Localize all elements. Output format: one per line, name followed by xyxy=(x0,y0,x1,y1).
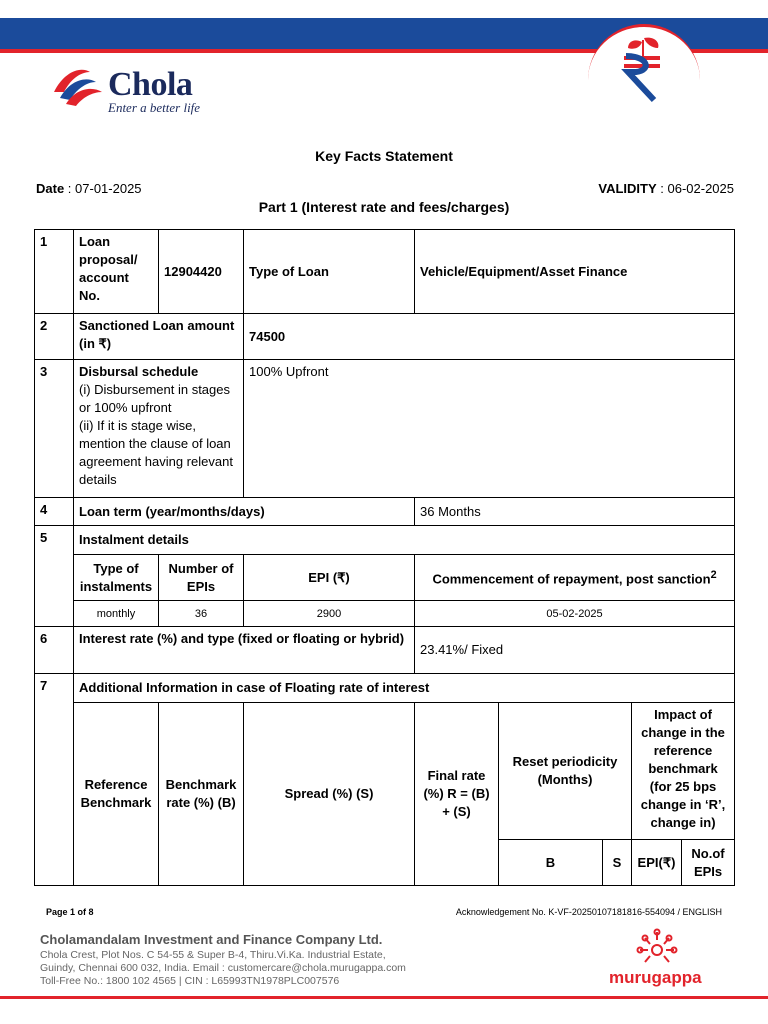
brand-name: Chola xyxy=(108,66,193,103)
commencement-header: Commencement of repayment, post sanction xyxy=(432,571,711,587)
table-row xyxy=(35,360,735,498)
row-number: 1 xyxy=(35,230,74,314)
commencement-header-cell xyxy=(415,555,735,601)
chola-logo-icon xyxy=(50,62,106,114)
acknowledgement-number: Acknowledgement No. K-VF-20250107181816-554094 / ENGLISH xyxy=(455,907,722,917)
company-address xyxy=(40,949,406,988)
loan-term-label: Loan term (year/months/days) xyxy=(74,498,415,526)
document-title: Key Facts Statement xyxy=(315,148,453,164)
loan-type-label: Type of Loan xyxy=(244,230,415,314)
instalment-type-value: monthly xyxy=(74,601,159,627)
page-number: Page 1 of 8 xyxy=(46,907,94,917)
interest-rate-value: 23.41%/ Fixed xyxy=(415,627,735,674)
date-label: Date xyxy=(36,181,65,196)
sanctioned-amount-value: 74500 xyxy=(244,314,735,360)
interest-rate-label: Interest rate (%) and type (fixed or floating or hybrid) xyxy=(74,627,415,674)
validity-line: VALIDITY : 06-02-2025 xyxy=(598,181,734,196)
loan-account-value: 12904420 xyxy=(159,230,244,314)
epi-value: 2900 xyxy=(244,601,415,627)
murugappa-logo-icon xyxy=(636,928,678,968)
disbursal-schedule-label: Disbursal schedule xyxy=(79,364,199,379)
impact-header: Impact of change in the reference benchmark (for 25 bps change in ‘R’, change in) xyxy=(632,703,735,840)
rupee-sprout-icon xyxy=(614,34,670,106)
row-number: 6 xyxy=(35,627,74,674)
validity-value: 06-02-2025 xyxy=(667,181,734,196)
reference-benchmark-header: Reference Benchmark xyxy=(74,703,159,886)
number-of-epis-value: 36 xyxy=(159,601,244,627)
row-number: 5 xyxy=(35,526,74,627)
final-rate-header: Final rate (%) R = (B) + (S) xyxy=(415,703,499,886)
benchmark-rate-header: Benchmark rate (%) (B) xyxy=(159,703,244,886)
commencement-value: 05-02-2025 xyxy=(415,601,735,627)
loan-account-label: Loan proposal/ account No. xyxy=(74,230,159,314)
table-row xyxy=(35,555,735,601)
footer-red-stripe xyxy=(0,996,768,999)
number-of-epis-header: Number of EPIs xyxy=(159,555,244,601)
disbursal-schedule-value: 100% Upfront xyxy=(244,360,735,498)
murugappa-wordmark: murugappa xyxy=(609,968,702,987)
company-name: Cholamandalam Investment and Finance Company Ltd. xyxy=(40,932,383,947)
spread-header: Spread (%) (S) xyxy=(244,703,415,886)
type-of-instalments-header: Type of instalments xyxy=(74,555,159,601)
date-value: 07-01-2025 xyxy=(75,181,142,196)
disbursal-schedule-cell xyxy=(74,360,244,498)
part-title: Part 1 (Interest rate and fees/charges) xyxy=(258,199,510,215)
footnote-ref: 2 xyxy=(710,569,717,582)
date-line: Date : 07-01-2025 xyxy=(36,181,142,196)
row-number: 2 xyxy=(35,314,74,360)
row-number: 3 xyxy=(35,360,74,498)
impact-epi-header: EPI(₹) xyxy=(632,840,682,886)
reset-periodicity-header: Reset periodicity (Months) xyxy=(499,703,632,840)
reset-s-header: S xyxy=(603,840,632,886)
sanctioned-amount-label: Sanctioned Loan amount (in ₹) xyxy=(74,314,244,360)
address-line-2: Guindy, Chennai 600 032, India. Email : customercare@chola.murugappa.com xyxy=(40,962,406,974)
table-row xyxy=(35,526,735,555)
address-line-1: Chola Crest, Plot Nos. C 54-55 & Super B-4, Thiru.Vi.Ka. Industrial Estate, xyxy=(40,949,386,961)
table-row xyxy=(35,498,735,526)
loan-type-value: Vehicle/Equipment/Asset Finance xyxy=(415,230,735,314)
table-row xyxy=(35,230,735,314)
table-row xyxy=(35,703,735,840)
reset-b-header: B xyxy=(499,840,603,886)
kfs-table xyxy=(34,229,735,886)
address-line-3: Toll-Free No.: 1800 102 4565 | CIN : L65993TN1978PLC007576 xyxy=(40,975,340,987)
table-row xyxy=(35,314,735,360)
loan-term-value: 36 Months xyxy=(415,498,735,526)
table-row xyxy=(35,601,735,627)
validity-label: VALIDITY xyxy=(598,181,657,196)
brand-tagline: Enter a better life xyxy=(108,100,201,115)
row-number: 7 xyxy=(35,674,74,886)
disbursal-detail-2: (ii) If it is stage wise, mention the clause of loan agreement having relevant details xyxy=(79,418,233,487)
floating-rate-label: Additional Information in case of Floating rate of interest xyxy=(74,674,735,703)
table-row xyxy=(35,627,735,674)
disbursal-detail-1: (i) Disbursement in stages or 100% upfront xyxy=(79,382,230,415)
impact-no-epis-header: No.of EPIs xyxy=(682,840,735,886)
table-row xyxy=(35,674,735,703)
row-number: 4 xyxy=(35,498,74,526)
epi-header: EPI (₹) xyxy=(244,555,415,601)
instalment-details-label: Instalment details xyxy=(74,526,735,555)
